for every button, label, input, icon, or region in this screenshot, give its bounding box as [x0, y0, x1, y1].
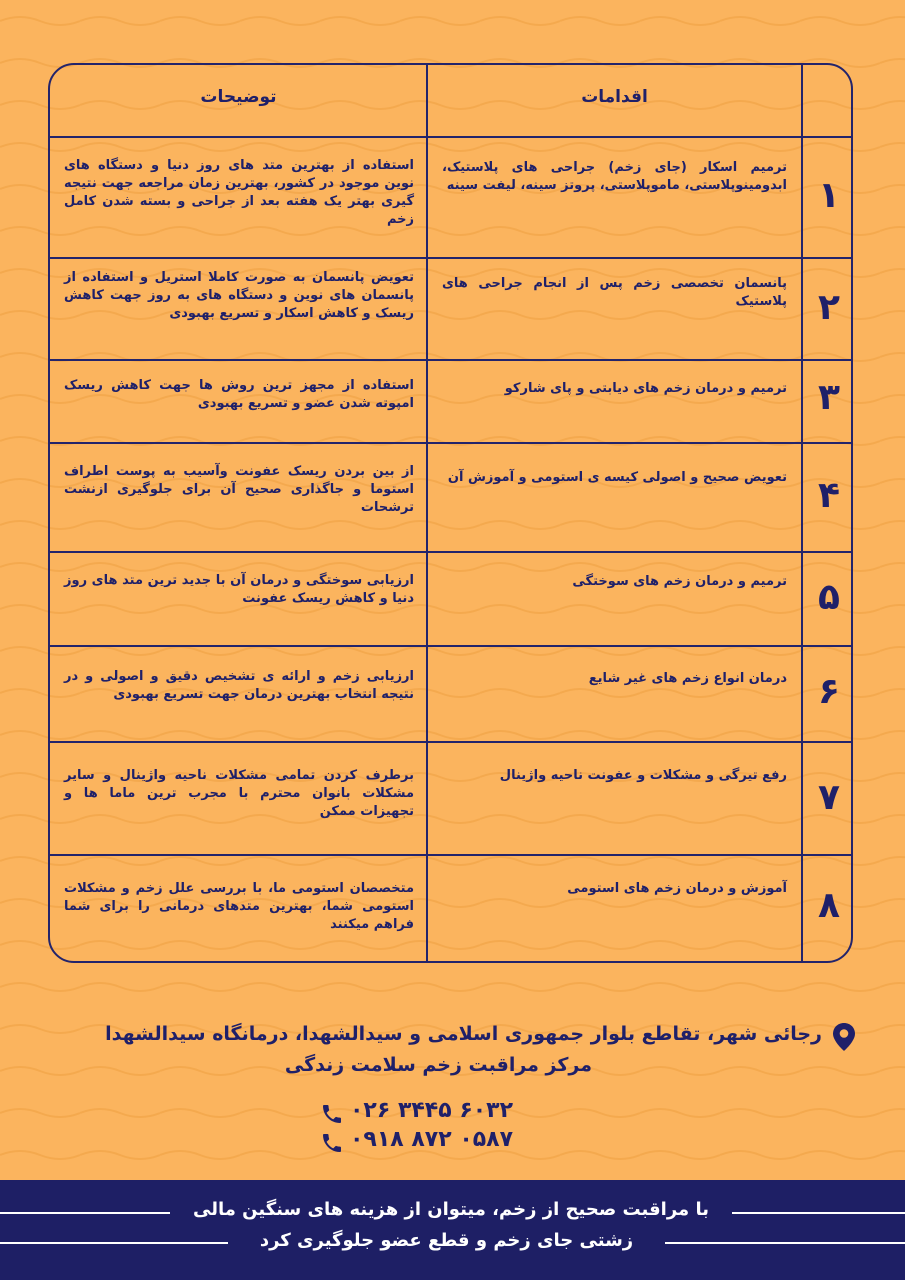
phone-number-1[interactable]: ۰۲۶ ۳۴۴۵ ۶۰۳۲ — [350, 1098, 514, 1123]
row-5-action: ترمیم و درمان زخم های سوختگی — [572, 574, 787, 589]
phone-icon — [320, 1131, 344, 1155]
row-7-description: برطرف کردن تمامی مشکلات ناحیه واژینال و سایر مشکلات بانوان محترم با مجرب ترین ماما ها و تجهیزات ممکن — [64, 768, 414, 819]
header-actions: اقدامات — [581, 87, 648, 107]
row-2-number: ۲ — [818, 287, 840, 328]
row-8-number: ۸ — [818, 885, 840, 926]
row-8-action: آموزش و درمان زخم های استومی — [567, 881, 787, 896]
footer-line-2: زشتی جای زخم و قطع عضو جلوگیری کرد — [259, 1230, 634, 1251]
footer-divider-right — [732, 1212, 905, 1214]
footer-line-1: با مراقبت صحیح از زخم، میتوان از هزینه های سنگین مالی — [193, 1199, 709, 1220]
row-6-description: ارزیابی زخم و ارائه ی تشخیص دقیق و اصولی و در نتیجه انتخاب بهترین درمان جهت تسریع بهبودی — [64, 669, 414, 702]
footer-banner — [0, 1180, 905, 1280]
phone-number-2[interactable]: ۰۹۱۸ ۸۷۲ ۰۵۸۷ — [350, 1127, 514, 1152]
row-4-number: ۴ — [818, 475, 840, 516]
row-3-number: ۳ — [818, 377, 840, 418]
row-4-description: از بین بردن ریسک عفونت وآسیب به پوست اطراف استوما و جاگذاری صحیح آن برای جلوگیری ازنشت ترشحات — [64, 464, 414, 515]
row-3-description: استفاده از مجهز ترین روش ها جهت کاهش ریسک امپوته شدن عضو و تسریع بهبودی — [64, 378, 414, 411]
header-descriptions: توضیحات — [200, 87, 277, 107]
row-2-description: تعویض پانسمان به صورت کاملا استریل و استفاده از پانسمان های نوین و دستگاه های به روز جهت کاهش ریسک و کاهش اسکار و تسریع بهبودی — [64, 270, 414, 321]
row-7-number: ۷ — [818, 777, 840, 818]
row-1-action: ترمیم اسکار (جای زخم) جراحی های پلاستیک، ابدومینوپلاستی، ماموپلاستی، پروتز سینه، لیفت سینه — [442, 160, 787, 193]
row-7-action: رفع تیرگی و مشکلات و عفونت ناحیه واژینال — [499, 768, 787, 783]
row-8-description: متخصصان استومی ما، با بررسی علل زخم و مشکلات استومی شما، بهترین متدهای درمانی را برای شما فراهم میکنند — [64, 881, 414, 932]
row-4-action: تعویض صحیح و اصولی کیسه ی استومی و آموزش آن — [447, 470, 787, 485]
row-6-action: درمان انواع زخم های غیر شایع — [588, 671, 787, 686]
footer-divider-bottom-right — [665, 1242, 905, 1244]
row-6-number: ۶ — [818, 671, 840, 712]
location-pin-icon — [832, 1022, 856, 1052]
row-5-number: ۵ — [818, 577, 840, 618]
footer-divider-bottom — [0, 1242, 228, 1244]
phone-icon — [320, 1102, 344, 1126]
address-line-2: مرکز مراقبت زخم سلامت زندگی — [284, 1054, 592, 1076]
row-2-action: پانسمان تخصصی زخم پس از انجام جراحی های پلاستیک — [442, 276, 787, 309]
services-table — [48, 63, 853, 963]
row-1-number: ۱ — [818, 175, 840, 216]
footer-divider-left — [0, 1212, 170, 1214]
row-5-description: ارزیابی سوختگی و درمان آن با جدید ترین متد های روز دنیا و کاهش ریسک عفونت — [64, 573, 414, 606]
row-3-action: ترمیم و درمان زخم های دیابتی و پای شارکو — [504, 381, 787, 396]
row-1-description: استفاده از بهترین متد های روز دنیا و دستگاه های نوین موجود در کشور، بهترین زمان مراجعه جهت نتیجه گیری بهتر یک هفته بعد از جراحی و بسته شدن کامل زخم — [64, 158, 414, 227]
address-line-1: رجائی شهر، تقاطع بلوار جمهوری اسلامی و سیدالشهدا، درمانگاه سیدالشهدا — [105, 1023, 822, 1045]
